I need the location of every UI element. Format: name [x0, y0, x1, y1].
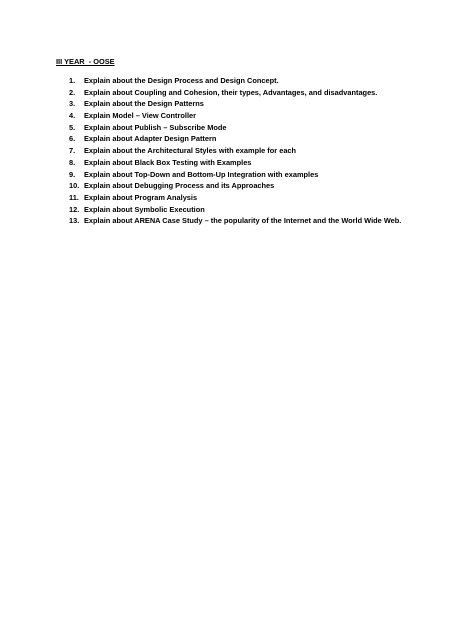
question-number: 4. — [69, 111, 76, 121]
question-item — [56, 145, 401, 157]
question-number: 6. — [69, 134, 76, 144]
question-number: 12. — [69, 204, 80, 214]
question-text: Explain about Black Box Testing with Examples — [84, 157, 252, 167]
question-item — [56, 110, 401, 122]
question-number: 2. — [69, 87, 76, 97]
question-item — [56, 98, 401, 110]
question-number: 7. — [69, 146, 76, 156]
question-item — [56, 192, 401, 204]
question-text: Explain about Adapter Design Pattern — [84, 134, 217, 144]
question-item — [56, 157, 401, 169]
question-text: Explain about Debugging Process and its Approaches — [84, 181, 275, 191]
question-text: Explain about the Design Patterns — [84, 99, 204, 109]
question-number: 10. — [69, 181, 80, 191]
question-item — [56, 122, 401, 134]
question-item — [56, 180, 401, 192]
question-number: 8. — [69, 157, 76, 167]
question-item — [56, 87, 401, 99]
question-number: 1. — [69, 76, 76, 85]
question-number: 11. — [69, 192, 79, 202]
question-item — [56, 169, 401, 181]
question-text: Explain about ARENA Case Study – the popularity of the Internet and the World Wide Web. — [84, 216, 402, 226]
question-text: Explain about Program Analysis — [84, 192, 198, 202]
question-text: Explain about Publish – Subscribe Mode — [84, 122, 227, 132]
question-list — [56, 75, 401, 227]
question-number: 3. — [69, 99, 76, 109]
question-text: Explain Model – View Controller — [84, 111, 196, 121]
question-number: 13. — [69, 216, 80, 226]
question-item — [56, 204, 401, 216]
question-item — [56, 133, 401, 145]
question-text: Explain about the Design Process and Design Concept. — [84, 76, 279, 85]
question-item — [56, 215, 401, 227]
question-item — [56, 75, 401, 87]
question-text: Explain about Top-Down and Bottom-Up Integration with examples — [84, 169, 319, 179]
question-number: 9. — [69, 169, 76, 179]
question-number: 5. — [69, 122, 76, 132]
document-heading: III YEAR - OOSE — [56, 57, 115, 66]
question-text: Explain about Coupling and Cohesion, their types, Advantages, and disadvantages. — [84, 87, 378, 97]
question-text: Explain about Symbolic Execution — [84, 204, 205, 214]
question-text: Explain about the Architectural Styles with example for each — [84, 146, 297, 156]
